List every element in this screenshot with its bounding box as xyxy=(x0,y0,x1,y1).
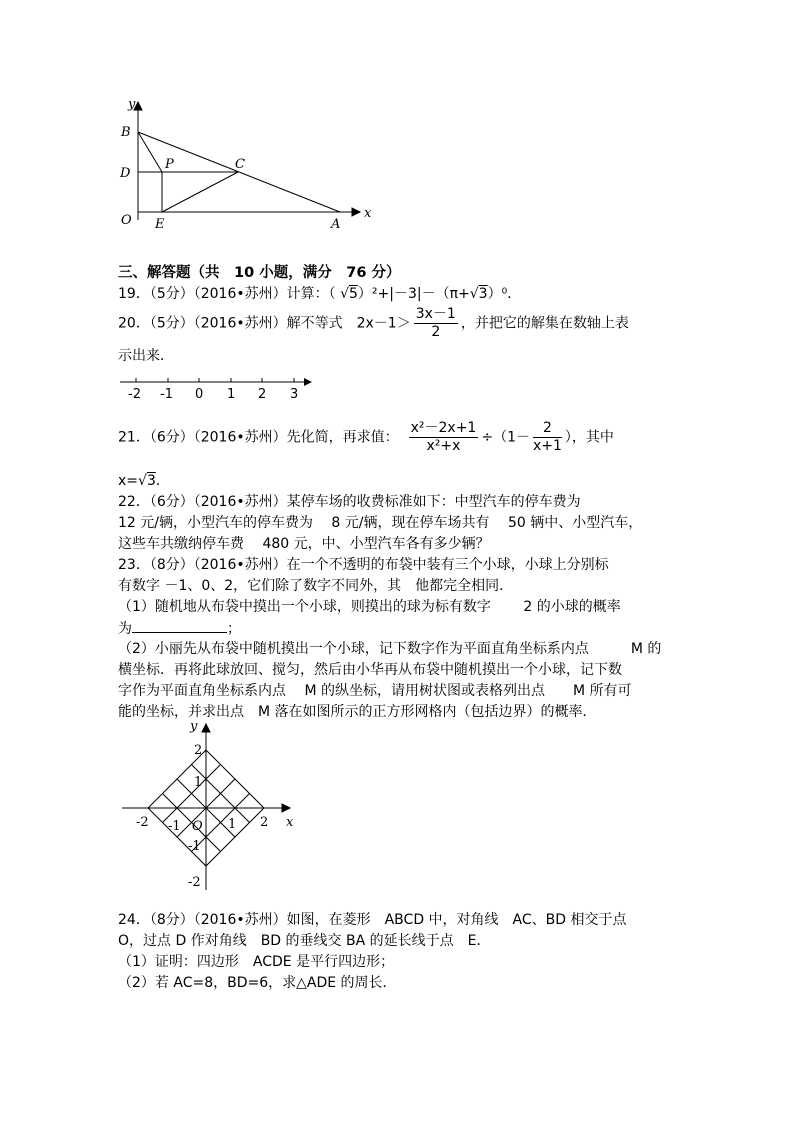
fig2-origin: O xyxy=(192,819,203,834)
fig2-x-label: x xyxy=(286,815,294,830)
question-23-line1: 23．（8分）（2016•苏州）在一个不透明的布袋中装有三个小球，小球上分别标 xyxy=(118,557,609,573)
fig2-tick-y1: 1 xyxy=(194,775,203,790)
section-title: 三、解答题（共 10 小题，满分 76 分） xyxy=(118,265,401,281)
fig2-tick-xm2: -2 xyxy=(136,815,149,830)
question-24-line2: O，过点 D 作对角线 BD 的垂线交 BA 的延长线于点 E． xyxy=(118,933,491,949)
question-21: 21．（6分）（2016•苏州）先化简，再求值： $\frac{\text{x²－2x+1}}{\text{x²+x}}$ ÷（1－ $\frac{2}{x+1}$ ），其中 xyxy=(118,420,614,454)
fig2-tick-y2: 2 xyxy=(194,743,203,758)
question-22-line2: 12 元/辆，小型汽车的停车费为 8 元/辆，现在停车场共有 50 辆中、小型汽车， xyxy=(118,515,643,531)
fig1-B: B xyxy=(121,125,131,140)
question-20-line2: 示出来． xyxy=(118,348,174,364)
question-22-line3: 这些车共缴纳停车费 480 元，中、小型汽车各有多少辆？ xyxy=(118,536,490,552)
tick-label: -1 xyxy=(160,387,173,402)
question-24-line4: （2）若 AC=8，BD=6，求△ADE 的周长． xyxy=(118,975,397,991)
question-21-line2: x=√3． xyxy=(118,473,170,489)
question-23-line7: 字作为平面直角坐标系内点 M 的纵坐标，请用树状图或表格列出点 M 所有可 xyxy=(118,683,632,699)
fig1-y-label: y xyxy=(128,97,136,112)
tick-label: 3 xyxy=(290,387,299,402)
question-22-line1: 22．（6分）（2016•苏州）某停车场的收费标准如下：中型汽车的停车费为 xyxy=(118,494,581,510)
tick-label: 2 xyxy=(258,387,267,402)
question-24-line3: （1）证明：四边形 ACDE 是平行四边形； xyxy=(118,954,395,970)
fig2-tick-x1: 1 xyxy=(228,817,237,832)
fig1-C: C xyxy=(235,157,245,172)
question-23-line2: 有数字 －1、0、2，它们除了数字不同外，其 他都完全相同． xyxy=(118,578,514,594)
fig2-tick-x2: 2 xyxy=(260,815,269,830)
fig1-E: E xyxy=(155,217,165,232)
fraction: $\frac{\text{x²－2x+1}}{\text{x²+x}}$ xyxy=(410,420,477,454)
fraction: $\frac{3x-1}{2}$ xyxy=(415,306,456,340)
tick-label: -2 xyxy=(128,387,141,402)
fraction: $\frac{2}{x+1}$ xyxy=(532,420,562,454)
tick-label: 1 xyxy=(227,387,236,402)
question-23-line4: 为 ； xyxy=(118,618,241,639)
fig2-tick-ym2: -2 xyxy=(188,875,201,890)
question-23-line3: （1）随机地从布袋中摸出一个小球，则摸出的球为标有数字 2 的小球的概率 xyxy=(118,599,621,615)
fig1-x-label: x xyxy=(364,206,372,221)
number-line xyxy=(118,372,318,402)
question-23-line5: （2）小丽先从布袋中随机摸出一个小球，记下数字作为平面直角坐标系内点 M 的 xyxy=(118,641,662,657)
answer-blank[interactable] xyxy=(132,618,227,633)
figure-square-grid xyxy=(118,718,308,896)
figure-triangle xyxy=(110,92,380,240)
fig1-D: D xyxy=(120,166,131,181)
question-23-line6: 横坐标．再将此球放回、搅匀，然后由小华再从布袋中随机摸出一个小球，记下数 xyxy=(118,662,622,678)
fig2-y-label: y xyxy=(190,719,198,734)
fig1-O: O xyxy=(121,213,132,228)
question-24-line1: 24．（8分）（2016•苏州）如图，在菱形 ABCD 中，对角线 AC、BD 相交于点 xyxy=(118,912,627,928)
fig2-tick-ym1: -1 xyxy=(188,839,201,854)
fig2-tick-xm1: -1 xyxy=(168,819,181,834)
question-19: 19．（5分）（2016•苏州）计算：（ √5）²+|－3|－（π+√3）⁰． xyxy=(118,286,522,302)
fig1-P: P xyxy=(165,157,174,172)
question-23-line8: 能的坐标，并求出点 M 落在如图所示的正方形网格内（包括边界）的概率． xyxy=(118,704,597,720)
fig1-A: A xyxy=(331,217,341,232)
tick-label: 0 xyxy=(195,387,204,402)
question-20: 20．（5分）（2016•苏州）解不等式 2x－1＞ $\frac{3x-1}{2}$ ，并把它的解集在数轴上表 xyxy=(118,306,629,340)
